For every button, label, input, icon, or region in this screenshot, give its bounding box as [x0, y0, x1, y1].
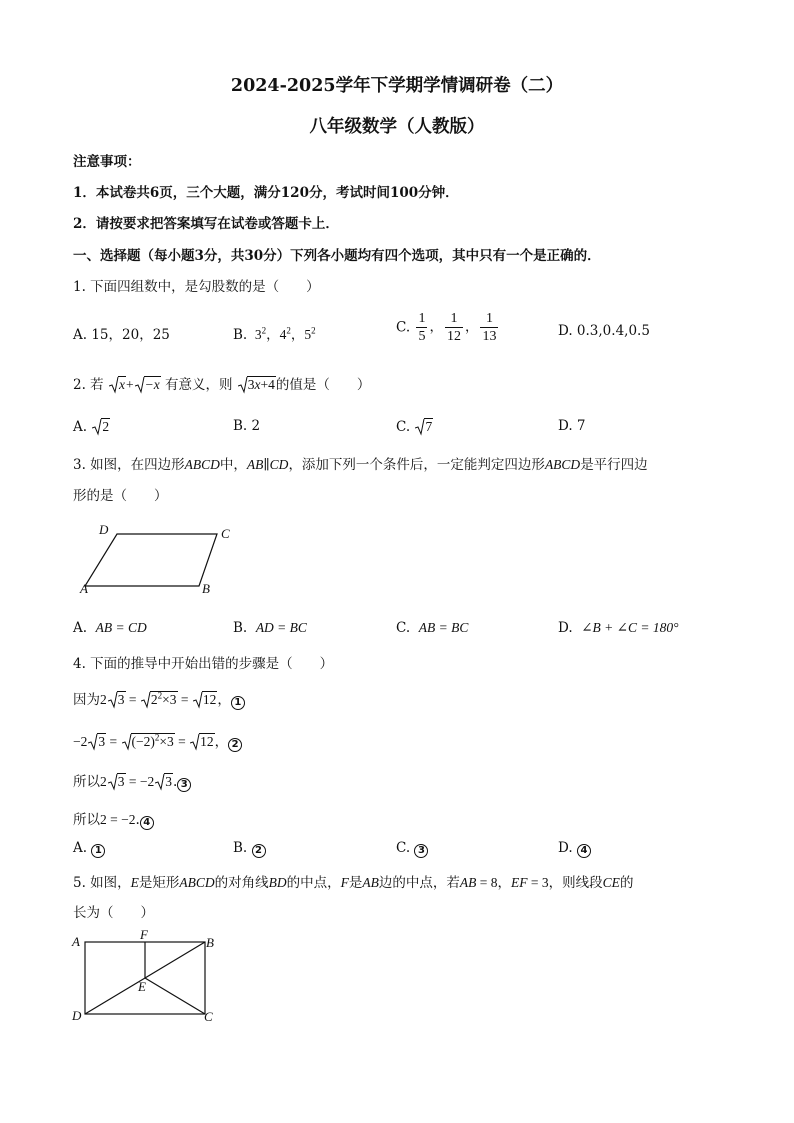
label-E: E — [138, 979, 146, 994]
q4-option-a: A. 1 — [73, 840, 105, 858]
q1-option-a: A. 15，20，25 — [73, 327, 170, 343]
label-C: C — [221, 526, 230, 541]
exam-subtitle: 八年级数学（人教版） — [309, 117, 485, 137]
q3-option-a: A. AB = CD — [73, 620, 147, 636]
label-B: B — [202, 581, 210, 596]
q4-step-2: −2 3 = $(-2)^2\times 3$ = 12， 2 — [73, 730, 242, 752]
q3-option-b: B. AD = BC — [233, 620, 307, 636]
step-2-marker: 2 — [228, 738, 242, 752]
q4-step-4: 所以2 = −2. 4 — [73, 808, 154, 830]
step-1-marker: 1 — [231, 696, 245, 710]
q5-stem-line2: 长为（ ） — [73, 905, 154, 921]
exam-title: 2024-2025学年下学期学情调研卷（二） — [230, 76, 564, 96]
q1-stem: 1. 下面四组数中，是勾股数的是（ ） — [73, 279, 320, 295]
label-A: A — [80, 581, 88, 596]
sqrt-x: x — [109, 376, 126, 393]
notice-item-2: 2．请按要求把答案填写在试卷或答题卡上． — [73, 216, 339, 232]
q1-option-d: D. 0.3,0.4,0.5 — [558, 323, 650, 339]
q3-option-d: D. ∠B + ∠C = 180° — [558, 620, 679, 636]
step-4-marker: 4 — [140, 816, 154, 830]
q2-option-b: B. 2 — [233, 418, 261, 434]
label-F: F — [140, 928, 148, 942]
label-D: D — [99, 522, 109, 537]
label-C: C — [204, 1009, 213, 1024]
q4-option-c: C. 3 — [396, 840, 428, 858]
q4-step-1: 因为2 3 = $2^2\times 3$ = 12， 1 — [73, 688, 245, 710]
sqrt-neg-x: −x — [135, 376, 161, 393]
rectangle-figure — [68, 928, 228, 1028]
q5-stem-line1: 5. 如图，E是矩形ABCD的对角线BD的中点，F是AB边的中点，若AB = 8，EF = 3，则线段CE的 — [73, 875, 634, 891]
label-D: D — [72, 1008, 82, 1023]
notice-heading: 注意事项： — [73, 154, 141, 170]
q2-stem: 2. 若 x+ −x 有意义，则 3x+4的值是（ ） — [73, 377, 371, 393]
parallelogram-figure — [75, 520, 245, 600]
q2-option-a: A. 2 — [73, 419, 110, 435]
q4-option-d: D. 4 — [558, 840, 591, 858]
q2-option-c: C. 7 — [396, 419, 433, 435]
q3-stem-line2: 形的是（ ） — [73, 488, 168, 504]
q4-step-3: 所以2 3 = −2 3. 3 — [73, 770, 191, 792]
step-3-marker: 3 — [177, 778, 191, 792]
q3-stem-line1: 3. 如图，在四边形ABCD中，AB∥CD，添加下列一个条件后，一定能判定四边形ABCD是平行四边 — [73, 457, 648, 473]
q3-option-c: C. AB = BC — [396, 620, 469, 636]
q2-option-d: D. 7 — [558, 418, 586, 434]
label-A: A — [72, 934, 80, 949]
q4-stem: 4. 下面的推导中开始出错的步骤是（ ） — [73, 656, 334, 672]
q1-option-b: B. $3^2$，$4^2$，$5^2$ — [233, 325, 316, 343]
label-B: B — [206, 935, 214, 950]
q1-option-c: C. $\frac{1}{5}$ ， $\frac{1}{12}$ ， $\frac{1}{13}$ — [396, 311, 497, 344]
section-heading: 一、选择题（每小题3分，共30分）下列各小题均有四个选项，其中只有一个是正确的． — [73, 248, 601, 264]
sqrt-3x4: 3x+4 — [238, 376, 276, 393]
q4-option-b: B. 2 — [233, 840, 266, 858]
notice-item-1: 1．本试卷共6页，三个大题，满分120分，考试时间100分钟． — [73, 185, 459, 201]
